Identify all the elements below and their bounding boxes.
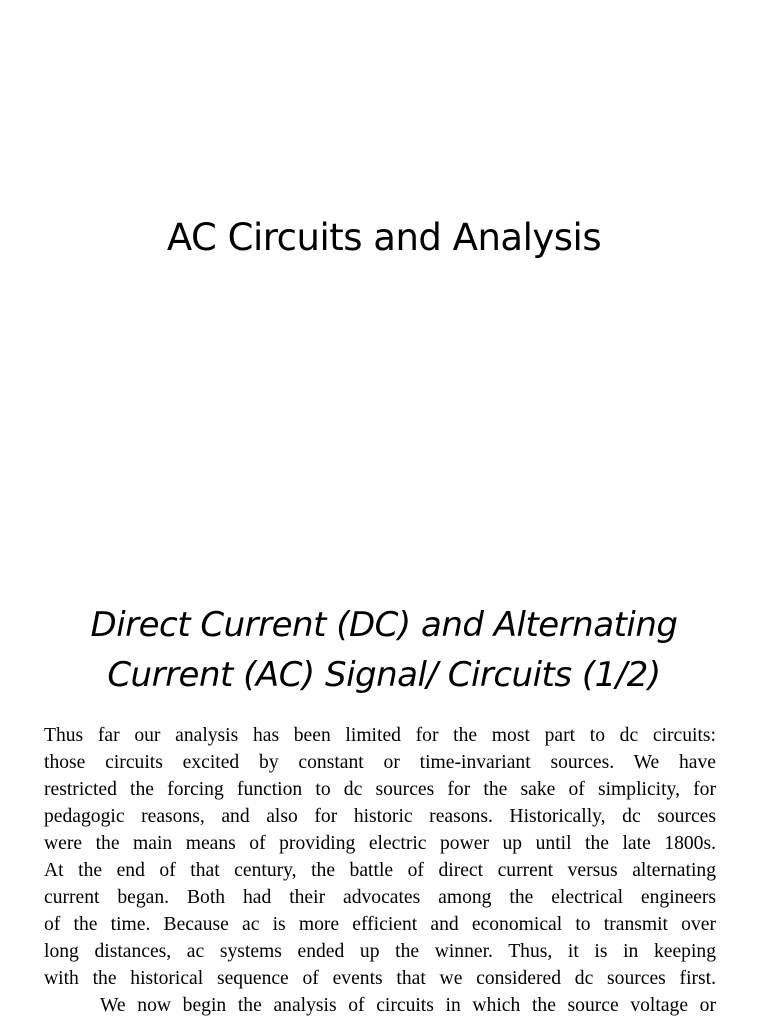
slide-heading-line: Current (AC) Signal/ Circuits (1/2) <box>107 655 661 695</box>
excerpt-line: of the time. Because ac is more efficient and economical to transmit over <box>44 914 716 935</box>
slide-heading-line: Direct Current (DC) and Alternating <box>90 605 678 645</box>
excerpt-line: restricted the forcing function to dc sources for the sake of simplicity, for <box>44 779 716 800</box>
excerpt-line: At the end of that century, the battle of direct current versus alternating <box>44 860 716 881</box>
excerpt-line: We now begin the analysis of circuits in which the source voltage or <box>100 995 716 1016</box>
excerpt-line: current began. Both had their advocates among the electrical engineers <box>44 887 716 908</box>
presentation-title: AC Circuits and Analysis <box>166 216 602 259</box>
slide-dc-ac-intro <box>0 576 768 1024</box>
slide-heading <box>0 600 768 700</box>
excerpt-line: those circuits excited by constant or time-invariant sources. We have <box>44 752 716 773</box>
excerpt-line: pedagogic reasons, and also for historic reasons. Historically, dc sources <box>44 806 716 827</box>
excerpt-line: long distances, ac systems ended up the winner. Thus, it is in keeping <box>44 941 716 962</box>
excerpt-line: with the historical sequence of events that we considered dc sources first. <box>44 968 716 989</box>
excerpt-line: were the main means of providing electric power up until the late 1800s. <box>44 833 716 854</box>
excerpt-line: Thus far our analysis has been limited for the most part to dc circuits: <box>44 725 716 746</box>
textbook-excerpt <box>44 722 716 1019</box>
